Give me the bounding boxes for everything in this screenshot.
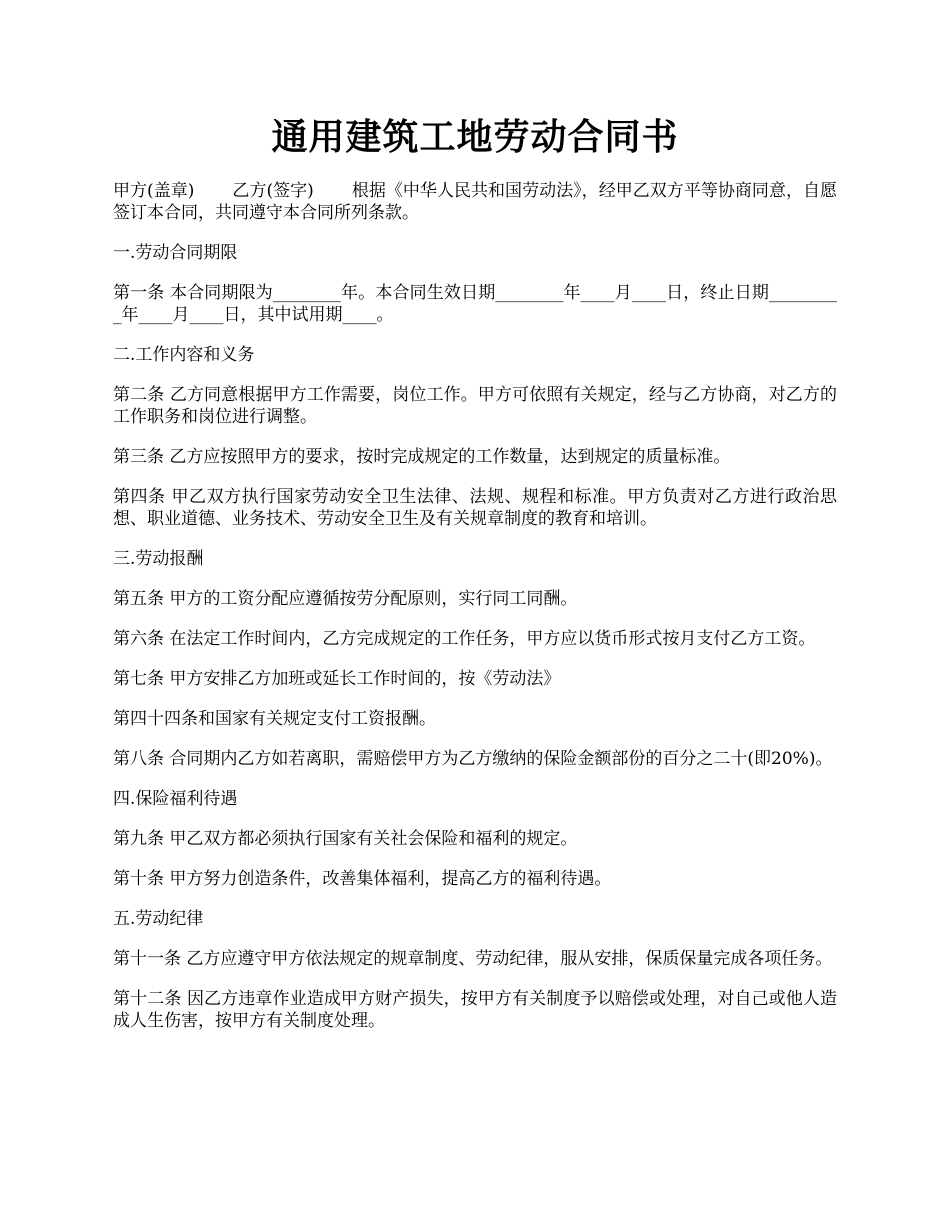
clause-paragraph: 第二条 乙方同意根据甲方工作需要，岗位工作。甲方可依照有关规定，经与乙方协商，对乙方的工作职务和岗位进行调整。 xyxy=(113,385,837,427)
party-a-label: 甲方(盖章) xyxy=(113,181,195,201)
section-heading: 五.劳动纪律 xyxy=(113,909,204,929)
intro-paragraph xyxy=(113,180,837,224)
clause-paragraph: 第一条 本合同期限为________年。本合同生效日期________年____月____日，终止日期_________年____月____日，其中试用期____。 xyxy=(113,283,837,325)
party-b-label: 乙方(签字) xyxy=(232,181,314,201)
section-heading: 二.工作内容和义务 xyxy=(113,345,255,365)
clause-paragraph: 第五条 甲方的工资分配应遵循按劳分配原则，实行同工同酬。 xyxy=(113,589,578,609)
document-body xyxy=(113,180,837,1050)
document-title: 通用建筑工地劳动合同书 xyxy=(271,116,679,158)
clause-paragraph: 第七条 甲方安排乙方加班或延长工作时间的，按《劳动法》 xyxy=(113,669,561,689)
clause-paragraph: 第十一条 乙方应遵守甲方依法规定的规章制度、劳动纪律，服从安排，保质保量完成各项任务。 xyxy=(113,949,833,969)
clause-paragraph: 第九条 甲乙双方都必须执行国家有关社会保险和福利的规定。 xyxy=(113,829,578,849)
clause-paragraph: 第六条 在法定工作时间内，乙方完成规定的工作任务，甲方应以货币形式按月支付乙方工资。 xyxy=(113,629,816,649)
clause-paragraph: 第三条 乙方应按照甲方的要求，按时完成规定的工作数量，达到规定的质量标准。 xyxy=(113,447,731,467)
intro-text: 根据《中华人民共和国劳动法》，经甲乙双方平等协商同意，自愿签订本合同，共同遵守本合同所列条款。 xyxy=(113,181,838,223)
clause-paragraph: 第十二条 因乙方违章作业造成甲方财产损失，按甲方有关制度予以赔偿或处理，对自己或他人造成人生伤害，按甲方有关制度处理。 xyxy=(113,989,837,1031)
clause-paragraph: 第四十四条和国家有关规定支付工资报酬。 xyxy=(113,709,436,729)
clause-paragraph: 第十条 甲方努力创造条件，改善集体福利，提高乙方的福利待遇。 xyxy=(113,869,612,889)
section-heading: 三.劳动报酬 xyxy=(113,549,204,569)
section-heading: 一.劳动合同期限 xyxy=(113,243,238,263)
clause-paragraph: 第八条 合同期内乙方如若离职，需赔偿甲方为乙方缴纳的保险金额部份的百分之二十(即20%)。 xyxy=(113,749,833,769)
clause-paragraph: 第四条 甲乙双方执行国家劳动安全卫生法律、法规、规程和标准。甲方负责对乙方进行政治思想、职业道德、业务技术、劳动安全卫生及有关规章制度的教育和培训。 xyxy=(113,487,837,529)
section-heading: 四.保险福利待遇 xyxy=(113,789,238,809)
